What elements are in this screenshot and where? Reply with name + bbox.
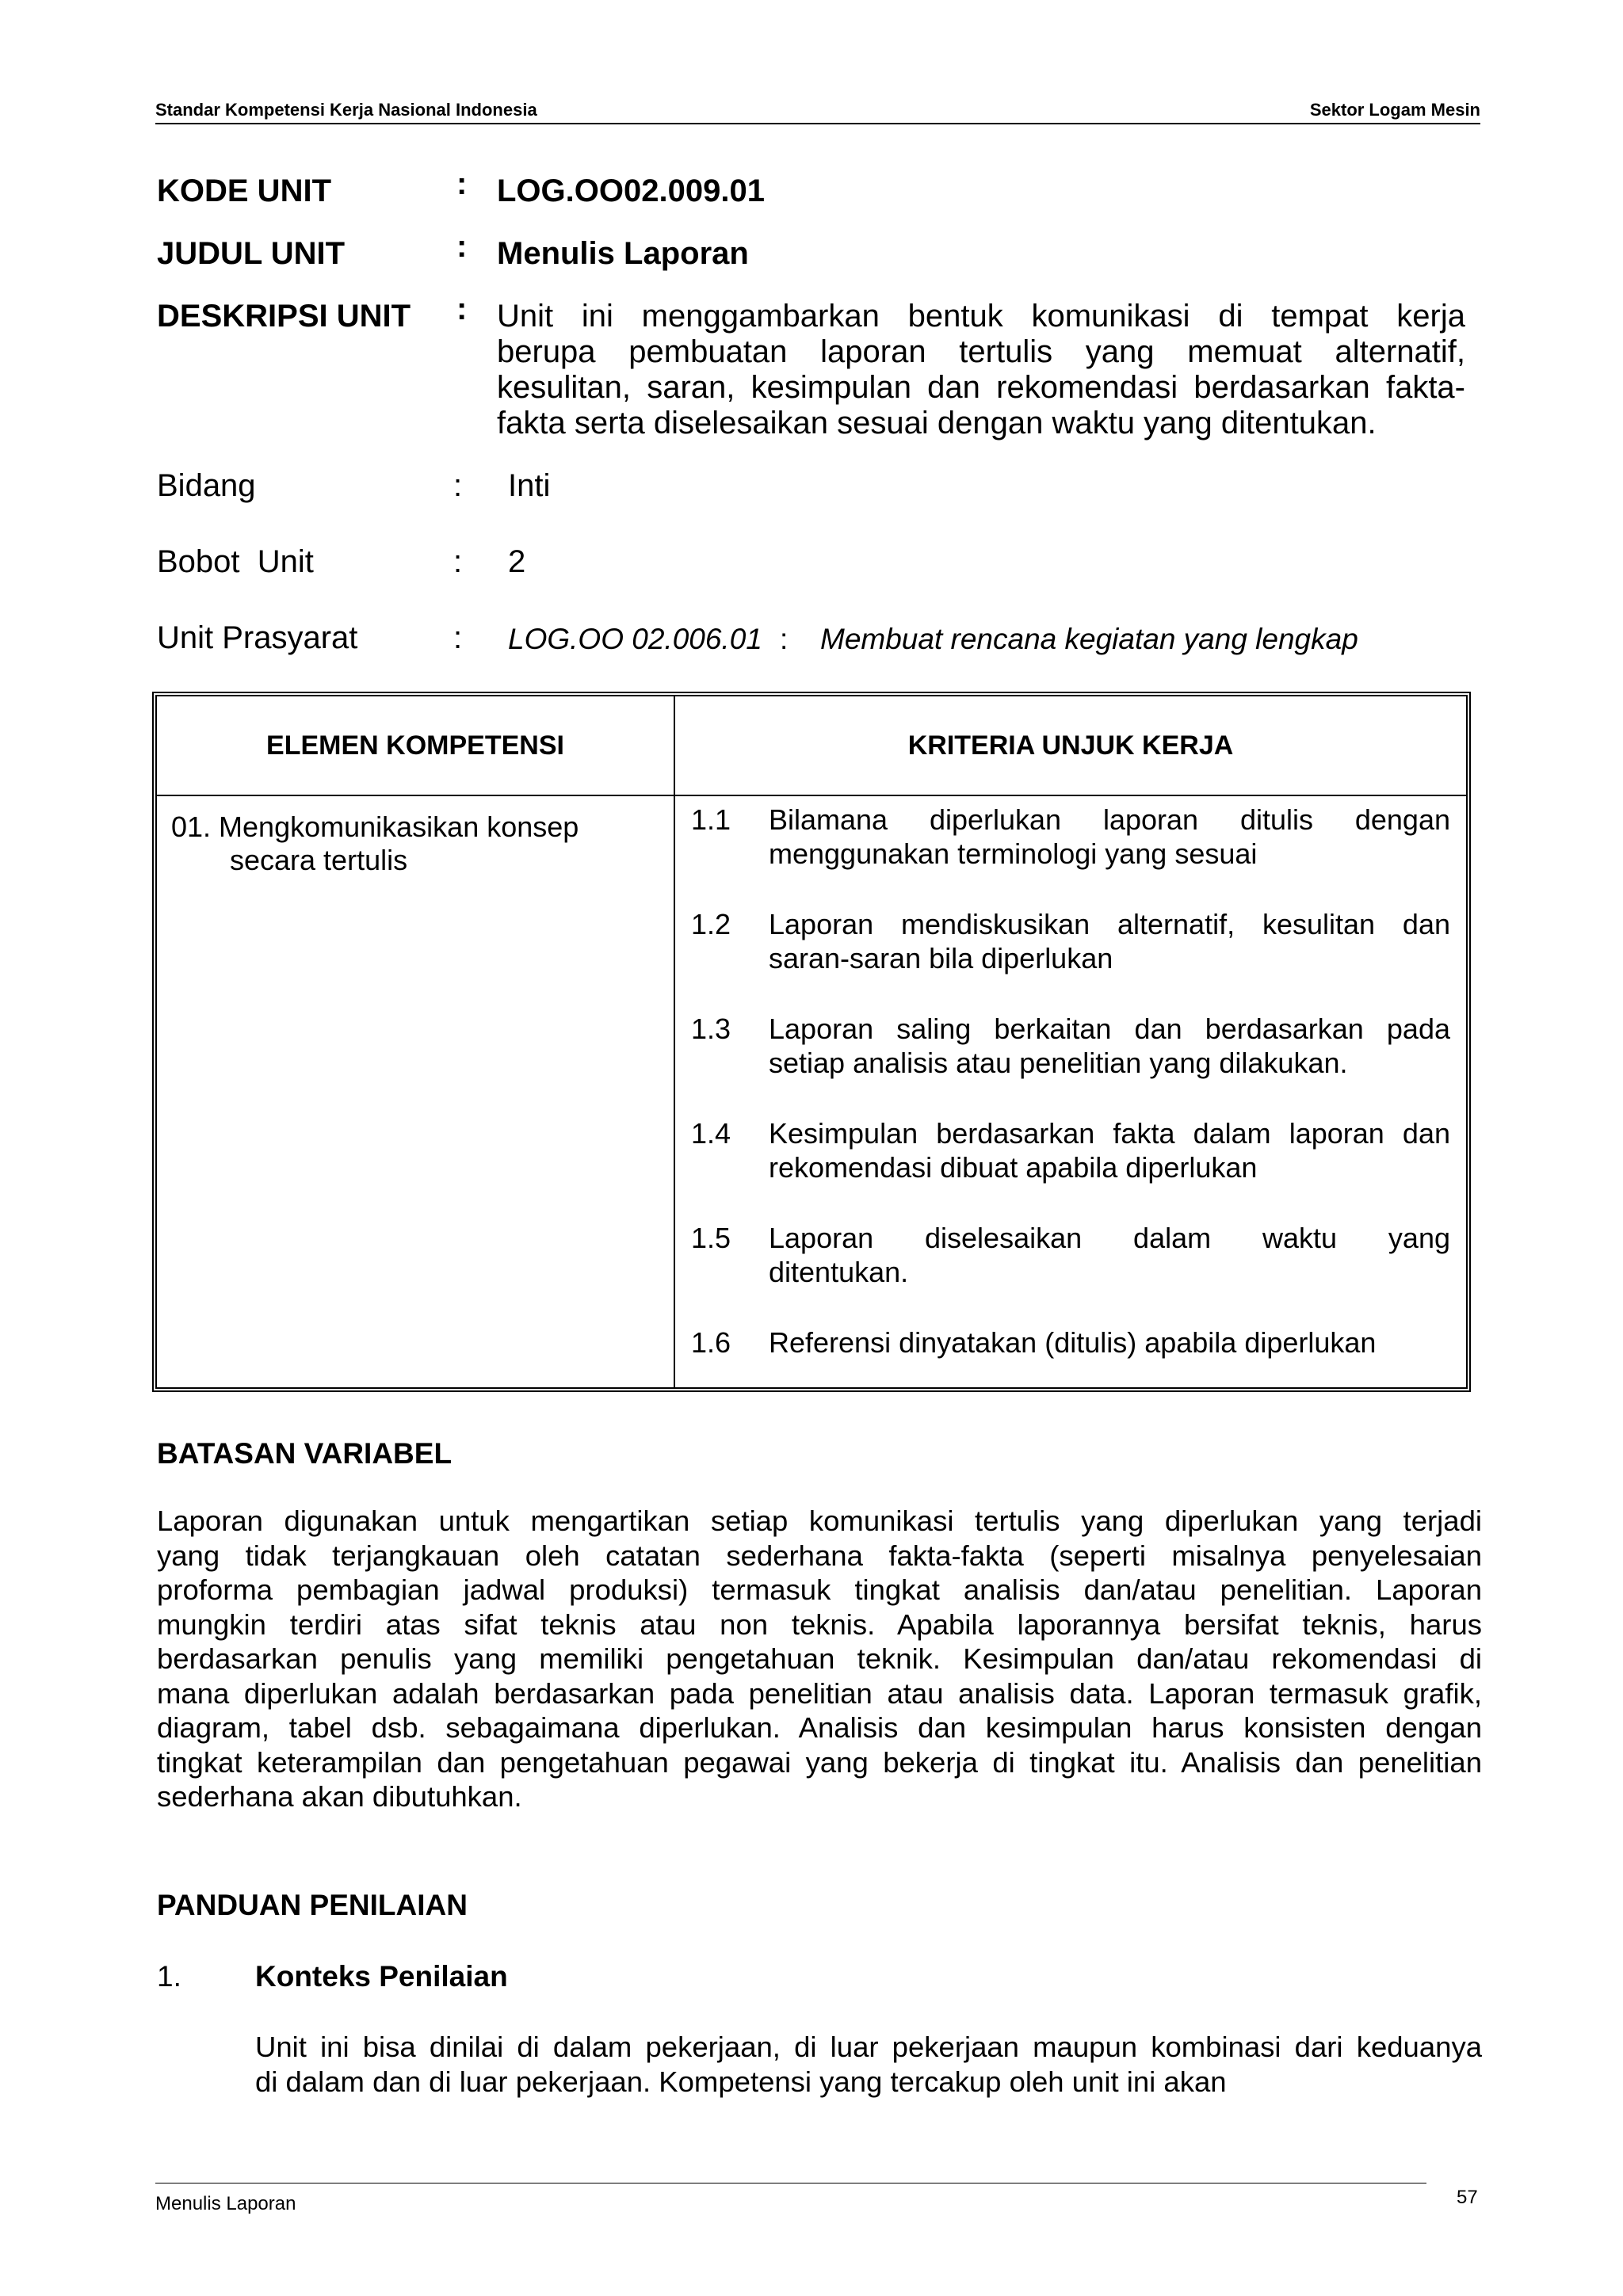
panduan-paragraph bbox=[255, 2030, 1482, 2099]
batasan-line: tingkat keterampilan dan pengetahuan pegawai yang bekerja di tingkat itu. Analisis dan penelitian bbox=[157, 1745, 1482, 1779]
criterion-line: ditentukan. bbox=[769, 1256, 909, 1288]
bidang-colon: : bbox=[453, 468, 463, 503]
deskripsi-line: berupa pembuatan laporan tertulis yang memuat alternatif, bbox=[497, 334, 1465, 369]
judul-unit-value: Menulis Laporan bbox=[497, 236, 749, 271]
batasan-line: yang tidak terjangkauan oleh catatan sederhana fakta-fakta (seperti misalnya penyelesaian bbox=[157, 1539, 1482, 1572]
kode-unit-colon: : bbox=[456, 166, 468, 201]
criterion-item bbox=[691, 1325, 1450, 1365]
deskripsi-line: fakta serta diselesaikan sesuai dengan waktu yang ditentukan. bbox=[497, 406, 1377, 441]
table-header-row bbox=[157, 696, 1466, 796]
criterion-number: 1.3 bbox=[691, 1013, 731, 1045]
batasan-line: mungkin terdiri atas sifat teknis atau non teknis. Apabila laporannya bersifat teknis, harus bbox=[157, 1608, 1482, 1641]
panduan-item-title: Konteks Penilaian bbox=[255, 1960, 508, 1993]
element-cell bbox=[157, 796, 675, 1387]
header-rule bbox=[155, 123, 1480, 124]
panduan-line: di dalam dan di luar pekerjaan. Kompetensi yang tercakup oleh unit ini akan bbox=[255, 2065, 1227, 2098]
prasyarat-sep: : bbox=[780, 623, 789, 655]
bidang-value: Inti bbox=[508, 468, 551, 503]
criterion-item bbox=[691, 907, 1450, 978]
bobot-colon: : bbox=[453, 544, 463, 579]
page-number: 57 bbox=[1457, 2187, 1478, 2208]
criterion-number: 1.1 bbox=[691, 803, 731, 836]
batasan-line: berdasarkan penulis yang memiliki pengetahuan teknik. Kesimpulan dan/atau rekomendasi di bbox=[157, 1642, 1482, 1675]
prasyarat-colon: : bbox=[453, 620, 463, 655]
prasyarat-title: Membuat rencana kegiatan yang lengkap bbox=[820, 623, 1358, 655]
deskripsi-unit-label: DESKRIPSI UNIT bbox=[157, 299, 411, 334]
batasan-line: sederhana akan dibutuhkan. bbox=[157, 1780, 522, 1813]
table-row bbox=[157, 796, 1466, 1387]
panduan-title: PANDUAN PENILAIAN bbox=[157, 1889, 468, 1921]
deskripsi-line: Unit ini menggambarkan bentuk komunikasi di tempat kerja bbox=[497, 299, 1465, 334]
batasan-line: diagram, tabel dsb. sebagaimana diperlukan. Analisis dan kesimpulan harus konsisten dengan bbox=[157, 1711, 1482, 1744]
criterion-line: Kesimpulan berdasarkan fakta dalam laporan dan bbox=[769, 1117, 1450, 1150]
panduan-item-number: 1. bbox=[157, 1960, 181, 1993]
criterion-line: menggunakan terminologi yang sesuai bbox=[769, 837, 1258, 870]
criterion-item bbox=[691, 1116, 1450, 1188]
bobot-value: 2 bbox=[508, 544, 526, 579]
criterion-line: saran-saran bila diperlukan bbox=[769, 942, 1113, 974]
batasan-paragraph bbox=[157, 1504, 1482, 1814]
batasan-line: Laporan digunakan untuk mengartikan setiap komunikasi tertulis yang diperlukan yang terjadi bbox=[157, 1505, 1482, 1537]
deskripsi-unit-text bbox=[497, 299, 1465, 441]
kode-unit-value: LOG.OO02.009.01 bbox=[497, 174, 765, 208]
prasyarat-code: LOG.OO 02.006.01 bbox=[508, 623, 762, 655]
criterion-line: Laporan mendiskusikan alternatif, kesulitan dan bbox=[769, 908, 1450, 940]
criterion-line: Referensi dinyatakan (ditulis) apabila diperlukan bbox=[769, 1326, 1377, 1359]
criterion-line: Laporan saling berkaitan dan berdasarkan pada bbox=[769, 1013, 1450, 1045]
deskripsi-unit-colon: : bbox=[456, 292, 468, 326]
header-right: Sektor Logam Mesin bbox=[1309, 100, 1480, 120]
prasyarat-label: Unit Prasyarat bbox=[157, 620, 358, 655]
table-header-elemen: ELEMEN KOMPETENSI bbox=[157, 696, 675, 796]
element-line1: 01. Mengkomunikasikan konsep bbox=[171, 810, 579, 843]
deskripsi-line: kesulitan, saran, kesimpulan dan rekomendasi berdasarkan fakta- bbox=[497, 370, 1465, 405]
criterion-number: 1.5 bbox=[691, 1222, 731, 1254]
header-left: Standar Kompetensi Kerja Nasional Indonesia bbox=[155, 100, 537, 120]
criterion-line: Laporan diselesaikan dalam waktu yang bbox=[769, 1222, 1450, 1254]
bobot-label: Bobot Unit bbox=[157, 544, 314, 579]
judul-unit-colon: : bbox=[456, 229, 468, 264]
criteria-cell bbox=[675, 796, 1466, 1387]
batasan-line: proforma pembagian jadwal produksi) termasuk tingkat analisis dan/atau penelitian. Laporan bbox=[157, 1573, 1482, 1606]
criterion-line: rekomendasi dibuat apabila diperlukan bbox=[769, 1151, 1258, 1184]
criterion-item bbox=[691, 1012, 1450, 1083]
competency-table bbox=[152, 692, 1471, 1392]
bidang-label: Bidang bbox=[157, 468, 256, 503]
footer-left: Menulis Laporan bbox=[155, 2193, 296, 2214]
criterion-number: 1.2 bbox=[691, 908, 731, 940]
batasan-title: BATASAN VARIABEL bbox=[157, 1437, 453, 1470]
judul-unit-label: JUDUL UNIT bbox=[157, 236, 346, 271]
criterion-line: Bilamana diperlukan laporan ditulis dengan bbox=[769, 803, 1450, 836]
criterion-number: 1.6 bbox=[691, 1326, 731, 1359]
batasan-line: mana diperlukan adalah berdasarkan pada penelitian atau analisis data. Laporan termasuk grafik, bbox=[157, 1676, 1482, 1710]
criterion-line: setiap analisis atau penelitian yang dilakukan. bbox=[769, 1047, 1348, 1079]
element-line2: secara tertulis bbox=[230, 844, 408, 876]
criterion-item bbox=[691, 803, 1450, 874]
table-header-kriteria: KRITERIA UNJUK KERJA bbox=[675, 696, 1466, 796]
panduan-line: Unit ini bisa dinilai di dalam pekerjaan, di luar pekerjaan maupun kombinasi dari keduanya bbox=[255, 2031, 1482, 2063]
kode-unit-label: KODE UNIT bbox=[157, 174, 331, 208]
criterion-number: 1.4 bbox=[691, 1117, 731, 1150]
criterion-item bbox=[691, 1221, 1450, 1292]
